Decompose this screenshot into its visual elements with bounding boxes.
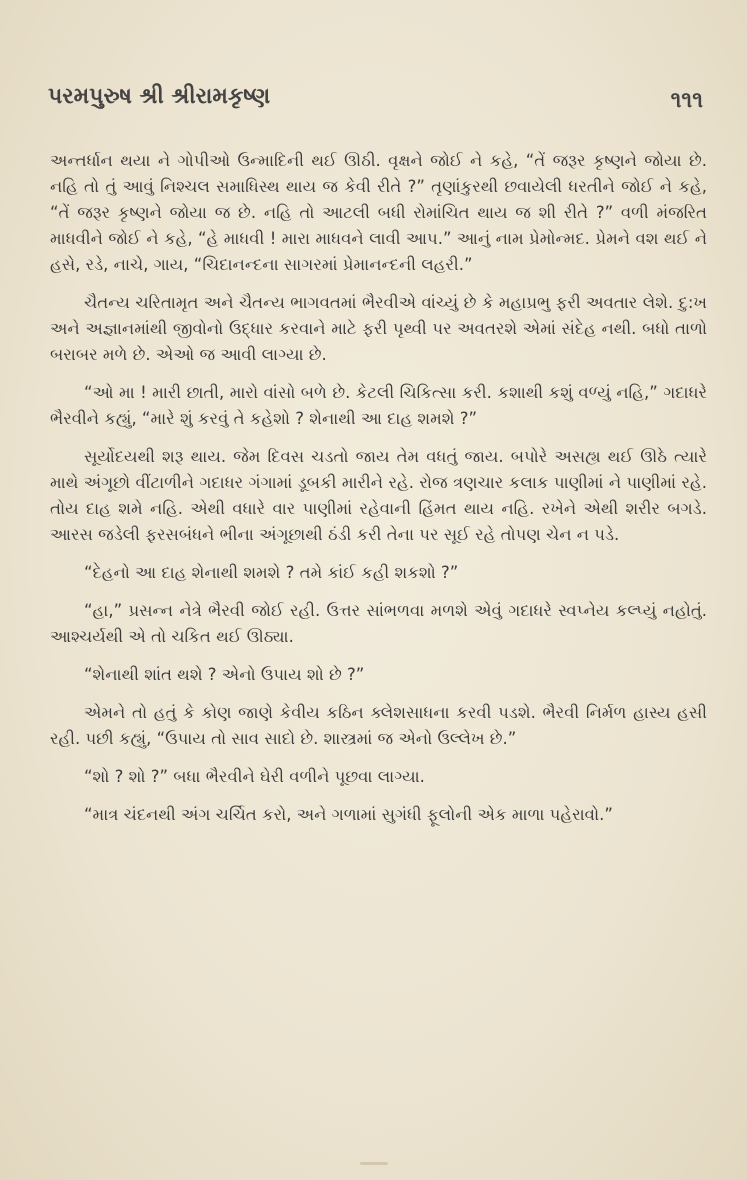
paragraph: “દેહનો આ દાહ શેનાથી શમશે ? તમે કાંઈ કહી શકશો ?” <box>84 563 459 582</box>
paragraph: સૂર્યોદયથી શરૂ થાય. જેમ દિવસ ચડતો જાય તેમ વધતું જાય. બપોરે અસહ્ય થઈ ઊઠે ત્યારે માથે અંગૂછો વીંટાળીને ગદાધર ગંગામાં ડૂબકી મારીને રહે. રોજ ત્રણચાર કલાક પાણીમાં ને પાણીમાં રહે. તોય દાહ શમે નહિ. એથી વધારે વાર પાણીમાં રહેવાની હિંમત થાય નહિ. રખેને એથી શરીર બગડે. આરસ જડેલી ફરસબંધને ભીના અંગૂછાથી ઠંડી કરી તેના પર સૂઈ રહે તોપણ ચેન ન પડે. <box>50 447 707 544</box>
paragraph: ચૈતન્ય ચરિતામૃત અને ચૈતન્ય ભાગવતમાં ભૈરવીએ વાંચ્યું છે કે મહાપ્રભુ ફરી અવતાર લેશે. દુ:ખ અને અજ્ઞાનમાંથી જીવોનો ઉદ્ધાર કરવાને માટે ફરી પૃથ્વી પર અવતરશે એમાં સંદેહ નથી. બધો તાળો બરાબર મળે છે. એઓ જ આવી લાગ્યા છે. <box>50 293 707 364</box>
paragraph: “ઓ મા ! મારી છાતી, મારો વાંસો બળે છે. કેટલી ચિકિત્સા કરી. કશાથી કશું વળ્યું નહિ,” ગદાધરે ભૈરવીને કહ્યું, “મારે શું કરવું તે કહેશો ? શેનાથી આ દાહ શમશે ?” <box>50 383 707 428</box>
paper-blemish <box>360 1162 388 1165</box>
body-text <box>50 148 707 840</box>
paragraph: “હા,” પ્રસન્ન નેત્રે ભૈરવી જોઈ રહી. ઉત્તર સાંભળવા મળશે એવું ગદાધરે સ્વપ્નેય કલ્પ્યું નહોતું. આશ્ચર્યથી એ તો ચકિત થઈ ઊઠ્યા. <box>50 601 707 646</box>
running-title: પરમપુરુષ શ્રી શ્રીરામકૃષ્ણ <box>48 84 271 109</box>
paragraph: એમને તો હતું કે કોણ જાણે કેવીય કઠિન ક્લેશસાધના કરવી પડશે. ભૈરવી નિર્મળ હાસ્ય હસી રહી. પછી કહ્યું, “ઉપાય તો સાવ સાદો છે. શાસ્ત્રમાં જ એનો ઉલ્લેખ છે.” <box>50 703 707 748</box>
page-header <box>48 84 703 120</box>
paragraph: “માત્ર ચંદનથી અંગ ચર્ચિત કરો, અને ગળામાં સુગંધી ફૂલોની એક માળા પહેરાવો.” <box>84 805 613 824</box>
paragraph: અન્તર્ધાન થયા ને ગોપીઓ ઉન્માદિની થઈ ઊઠી. વૃક્ષને જોઈ ને કહે, “તેં જરૂર કૃષ્ણને જોયા છે. નહિ તો તું આવું નિશ્ચલ સમાધિસ્થ થાય જ કેવી રીતે ?” તૃણાંકુરથી છવાયેલી ધરતીને જોઈ ને કહે, “તેં જરૂર કૃષ્ણને જોયા જ છે. નહિ તો આટલી બધી રોમાંચિત થાય જ શી રીતે ?” વળી મંજરિત માધવીને જોઈ ને કહે, “હે માધવી ! મારા માધવને લાવી આપ.” આનું નામ પ્રેમોન્મદ. પ્રેમને વશ થઈ ને હસે, રડે, નાચે, ગાય, “ચિદાનન્દના સાગરમાં પ્રેમાનન્દની લહરી.” <box>50 151 707 274</box>
page-number: ૧૧૧ <box>670 88 703 113</box>
paragraph: “શો ? શો ?” બધા ભૈરવીને ઘેરી વળીને પૂછવા લાગ્યા. <box>84 767 425 786</box>
paragraph: “શેનાથી શાંત થશે ? એનો ઉપાય શો છે ?” <box>84 665 365 684</box>
